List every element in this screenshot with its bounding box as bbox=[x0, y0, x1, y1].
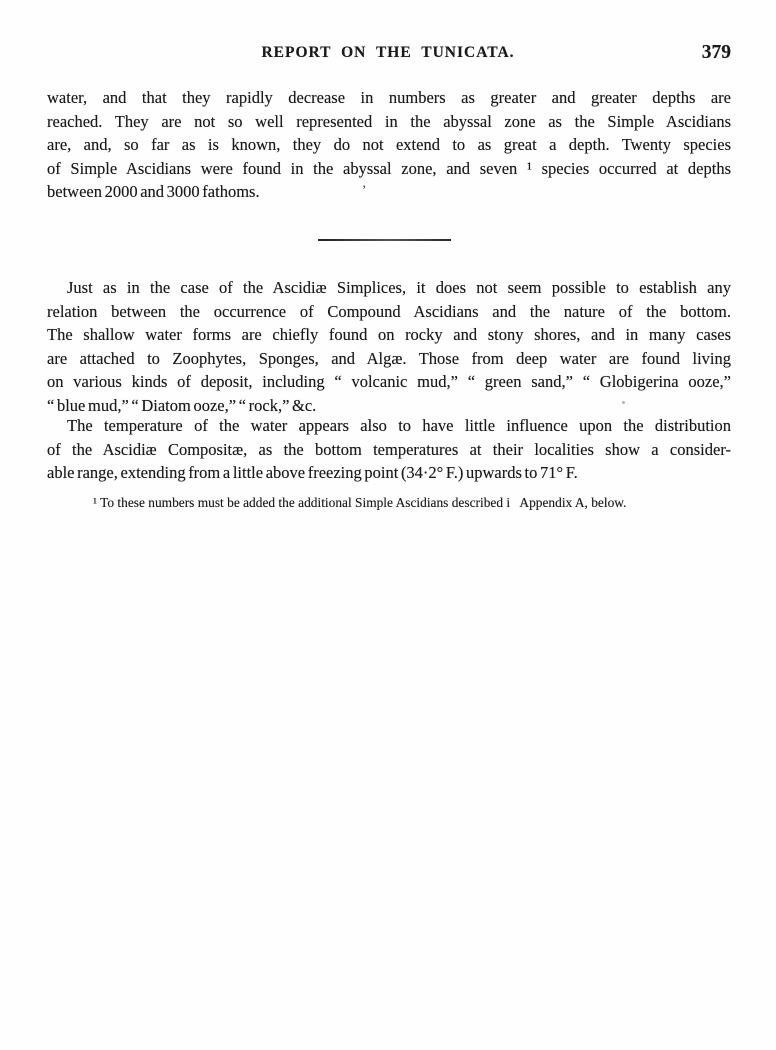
text-line: between 2000 and 3000 fathoms. bbox=[47, 182, 260, 201]
text-line: of the Ascidiæ Compositæ, as the bottom temperatures at their localities show a consider- bbox=[47, 439, 731, 459]
text-line: relation between the occurrence of Compound Ascidians and the nature of the bottom. bbox=[47, 301, 731, 321]
footnote: ¹ To these numbers must be added the additional Simple Ascidians described i Appendix A, below. bbox=[93, 495, 627, 510]
paragraph-1 bbox=[47, 86, 731, 204]
text-line: of Simple Ascidians were found in the abyssal zone, and seven ¹ species occurred at depths bbox=[47, 158, 731, 178]
running-title: REPORT ON THE TUNICATA. bbox=[261, 44, 515, 61]
text-line: able range, extending from a little above freezing point (34·2° F.) upwards to 71° F. bbox=[47, 463, 578, 482]
scan-artifact-dot bbox=[622, 401, 625, 404]
paragraph-3 bbox=[47, 414, 731, 485]
text-line: are attached to Zoophytes, Sponges, and Algæ. Those from deep water are found living bbox=[47, 348, 731, 368]
text-line: on various kinds of deposit, including “ volcanic mud,” “ green sand,” “ Globigerina ooze,” bbox=[47, 372, 731, 391]
text-line: The shallow water forms are chiefly found on rocky and stony shores, and in many cases bbox=[47, 325, 731, 344]
divider-rule bbox=[318, 239, 451, 241]
text-line: water, and that they rapidly decrease in numbers as greater and greater depths are bbox=[47, 88, 731, 107]
text-line: are, and, so far as is known, they do not extend to as great a depth. Twenty species bbox=[47, 135, 731, 154]
page-number: 379 bbox=[701, 42, 731, 63]
text-line: reached. They are not so well represented in the abyssal zone as the Simple Ascidians bbox=[47, 111, 731, 131]
paragraph-2 bbox=[47, 276, 731, 417]
text-line: “ blue mud,” “ Diatom ooze,” “ rock,” &c. bbox=[47, 395, 317, 415]
scan-artifact-mark: ’ bbox=[362, 182, 367, 197]
text-line: Just as in the case of the Ascidiæ Simplices, it does not seem possible to establish any bbox=[67, 278, 731, 297]
text-line: The temperature of the water appears also to have little influence upon the distribution bbox=[67, 416, 731, 435]
